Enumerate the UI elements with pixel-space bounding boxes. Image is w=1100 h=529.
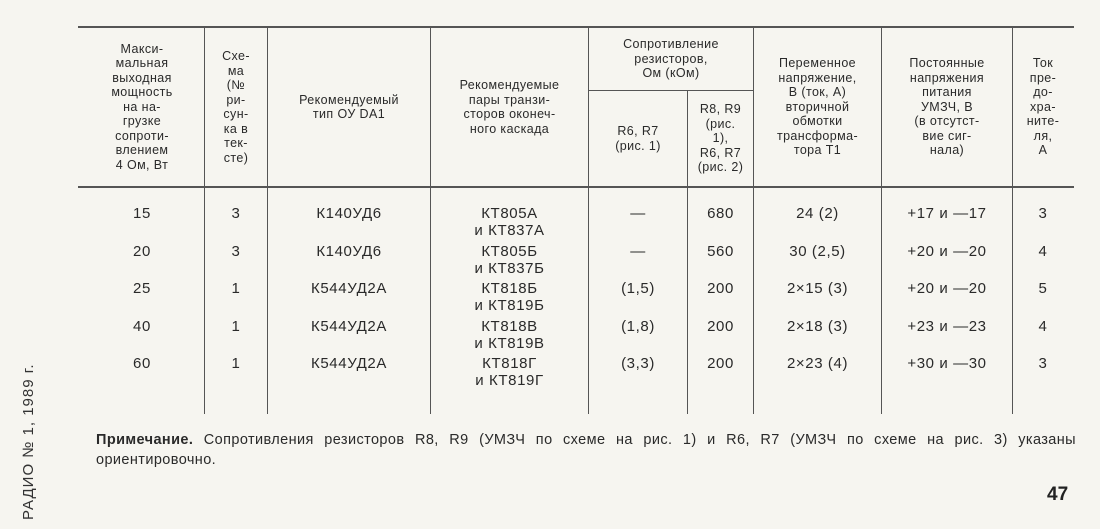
table-cell-scheme: 1 — [231, 355, 241, 372]
header-fuse-current: Ток пре- до- хра- ните- ля, А — [1026, 56, 1060, 158]
page-number: 47 — [1047, 484, 1069, 505]
table-cell-r6-r7: (1,5) — [621, 280, 655, 297]
table-cell-dc-voltage: +23 и —23 — [907, 318, 987, 335]
table-cell-opamp: К140УД6 — [316, 205, 382, 222]
table-cell-fuse: 4 — [1038, 318, 1048, 335]
table-cell-power: 25 — [133, 280, 151, 297]
table-cell-ac-voltage: 24 (2) — [796, 205, 839, 222]
table-cell-r6-r7: — — [630, 243, 646, 260]
table-cell-scheme: 1 — [231, 280, 241, 297]
table-cell-ac-voltage: 2×23 (4) — [786, 355, 849, 372]
table-cell-dc-voltage: +30 и —30 — [907, 355, 987, 372]
table-cell-r8-r9: 200 — [707, 355, 734, 372]
header-dc-voltage: Постоянные напряжения питания УМЗЧ, В (в отсутст- вие сиг- нала) — [909, 56, 985, 158]
table-cell-transistors: КТ818Б и КТ819Б — [474, 280, 545, 314]
table-cell-r8-r9: 200 — [707, 318, 734, 335]
table-cell-r6-r7: (3,3) — [621, 355, 655, 372]
table-cell-fuse: 4 — [1038, 243, 1048, 260]
table-cell-power: 60 — [133, 355, 151, 372]
table-cell-fuse: 3 — [1038, 205, 1048, 222]
table-cell-dc-voltage: +17 и —17 — [907, 205, 987, 222]
header-resistors: Сопротивление резисторов, Ом (кОм) — [623, 37, 719, 81]
table-cell-opamp: К544УД2А — [311, 355, 387, 372]
table-cell-fuse: 3 — [1038, 355, 1048, 372]
table-cell-power: 20 — [133, 243, 151, 260]
table-cell-power: 40 — [133, 318, 151, 335]
table-footnote — [96, 430, 1076, 470]
table-cell-transistors: КТ818Г и КТ819Г — [475, 355, 544, 389]
journal-issue-caption: РАДИО № 1, 1989 г. — [20, 363, 37, 520]
table-cell-opamp: К140УД6 — [316, 243, 382, 260]
table-cell-power: 15 — [133, 205, 151, 222]
header-bottom-rule — [78, 186, 1074, 188]
table-cell-dc-voltage: +20 и —20 — [907, 243, 987, 260]
header-transistor-pairs: Рекомендуемые пары транзи- сторов оконеч- ного каскада — [459, 78, 560, 136]
table-cell-transistors: КТ805А и КТ837А — [474, 205, 545, 239]
footnote-label: Примечание. — [96, 432, 194, 448]
header-r6-r7: R6, R7 (рис. 1) — [615, 124, 661, 153]
table-cell-r8-r9: 680 — [707, 205, 734, 222]
header-r8-r9: R8, R9 (рис. 1), R6, R7 (рис. 2) — [697, 102, 744, 175]
table-cell-scheme: 3 — [231, 243, 241, 260]
table-cell-scheme: 3 — [231, 205, 241, 222]
header-opamp-type: Рекомендуемый тип ОУ DA1 — [299, 92, 399, 121]
footnote-text: Сопротивления резисторов R8, R9 (УМЗЧ по схеме на рис. 1) и R6, R7 (УМЗЧ по схеме на рис. 3) указаны ориентировочно. — [96, 432, 1076, 468]
header-max-power: Макси- мальная выходная мощность на на- грузке сопроти- влением 4 Ом, Вт — [111, 41, 173, 172]
table-cell-transistors: КТ818В и КТ819В — [474, 318, 545, 352]
table-cell-scheme: 1 — [231, 318, 241, 335]
header-ac-voltage: Переменное напряжение, В (ток, А) вторичной обмотки трансформа- тора Т1 — [776, 56, 859, 158]
table-cell-ac-voltage: 2×18 (3) — [786, 318, 849, 335]
table-cell-dc-voltage: +20 и —20 — [907, 280, 987, 297]
table-cell-fuse: 5 — [1038, 280, 1048, 297]
table-cell-opamp: К544УД2А — [311, 318, 387, 335]
table-cell-r8-r9: 560 — [707, 243, 734, 260]
table-cell-r8-r9: 200 — [707, 280, 734, 297]
table-cell-opamp: К544УД2А — [311, 280, 387, 297]
table-cell-r6-r7: (1,8) — [621, 318, 655, 335]
table-cell-ac-voltage: 2×15 (3) — [786, 280, 849, 297]
header-scheme: Схе- ма (№ ри- сун- ка в тек- сте) — [222, 49, 250, 165]
table-cell-transistors: КТ805Б и КТ837Б — [474, 243, 545, 277]
table-cell-ac-voltage: 30 (2,5) — [789, 243, 846, 260]
table-cell-r6-r7: — — [630, 205, 646, 222]
